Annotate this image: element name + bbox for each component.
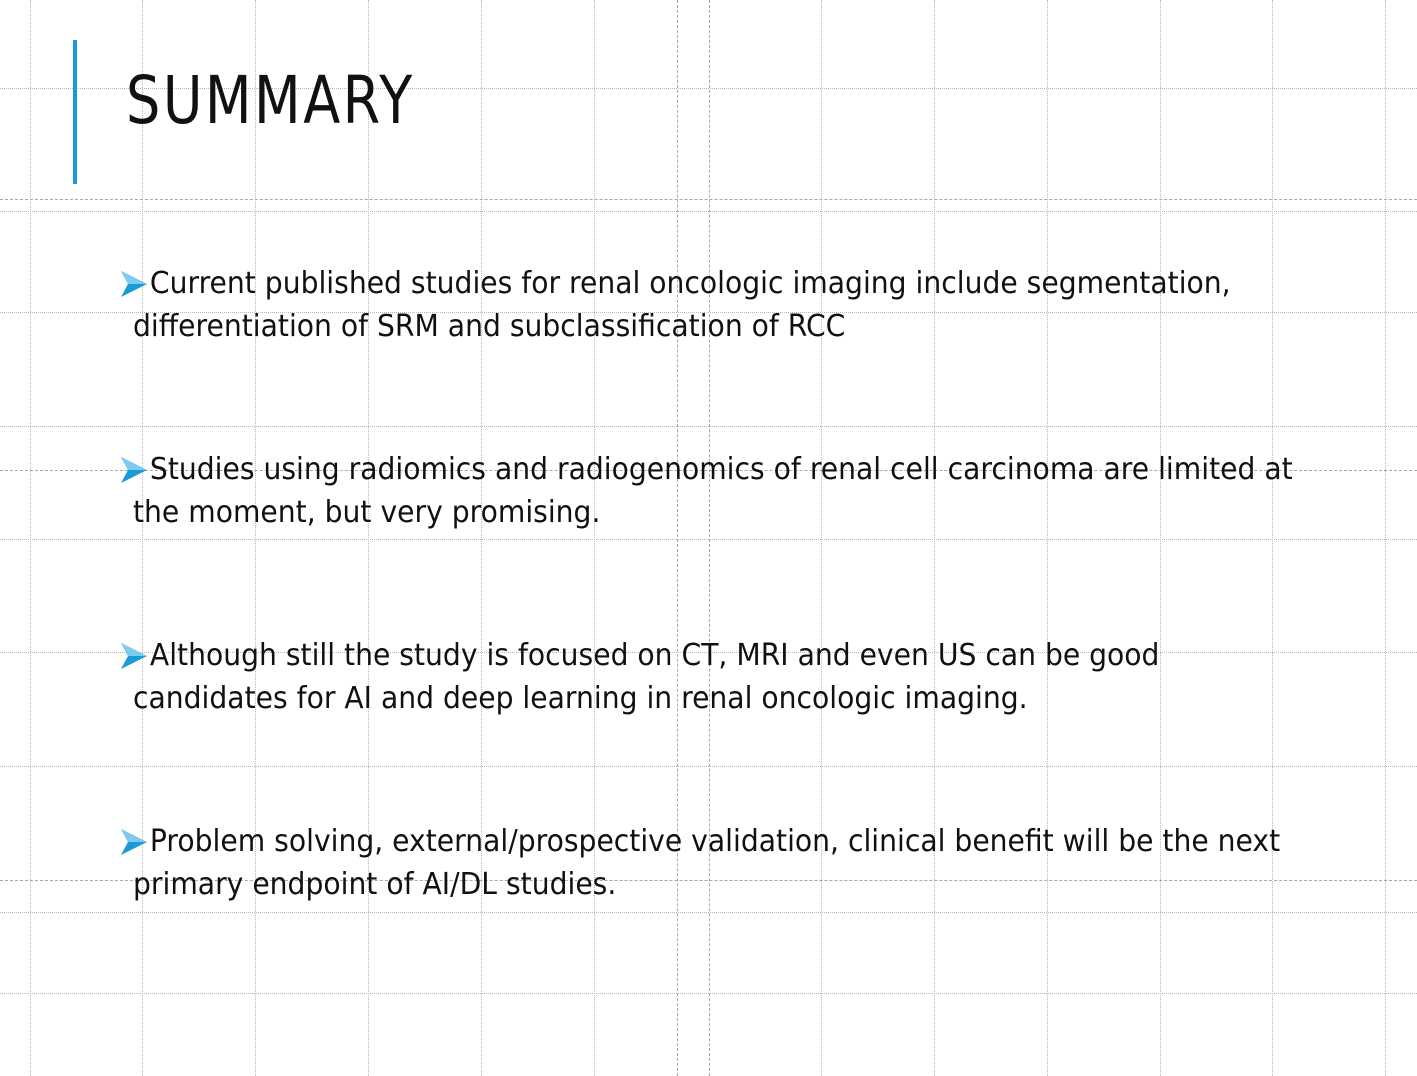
guide-line (0, 199, 1417, 200)
guide-line (1385, 0, 1386, 1076)
slide-title[interactable]: SUMMARY (126, 62, 415, 139)
bullet-text: Although still the study is focused on CT, MRI and even US can be good candidates for AI and deep learning in renal oncologic imaging. (133, 638, 1160, 716)
bullet-text: Studies using radiomics and radiogenomics of renal cell carcinoma are limited at the moment, but very promising. (133, 452, 1293, 530)
bullet-item[interactable] (118, 634, 1308, 720)
guide-line (0, 211, 1417, 212)
bullet-text: Problem solving, external/prospective validation, clinical benefit will be the next primary endpoint of AI/DL studies. (133, 824, 1281, 902)
bullet-item[interactable] (118, 262, 1308, 348)
bullet-list[interactable] (118, 262, 1308, 1006)
title-accent-bar (73, 40, 77, 184)
guide-line (30, 0, 31, 1076)
bullet-item[interactable] (118, 448, 1308, 534)
bullet-item[interactable] (118, 820, 1308, 906)
bullet-text: Current published studies for renal oncologic imaging include segmentation, differentiation of SRM and subclassification of RCC (133, 266, 1231, 344)
